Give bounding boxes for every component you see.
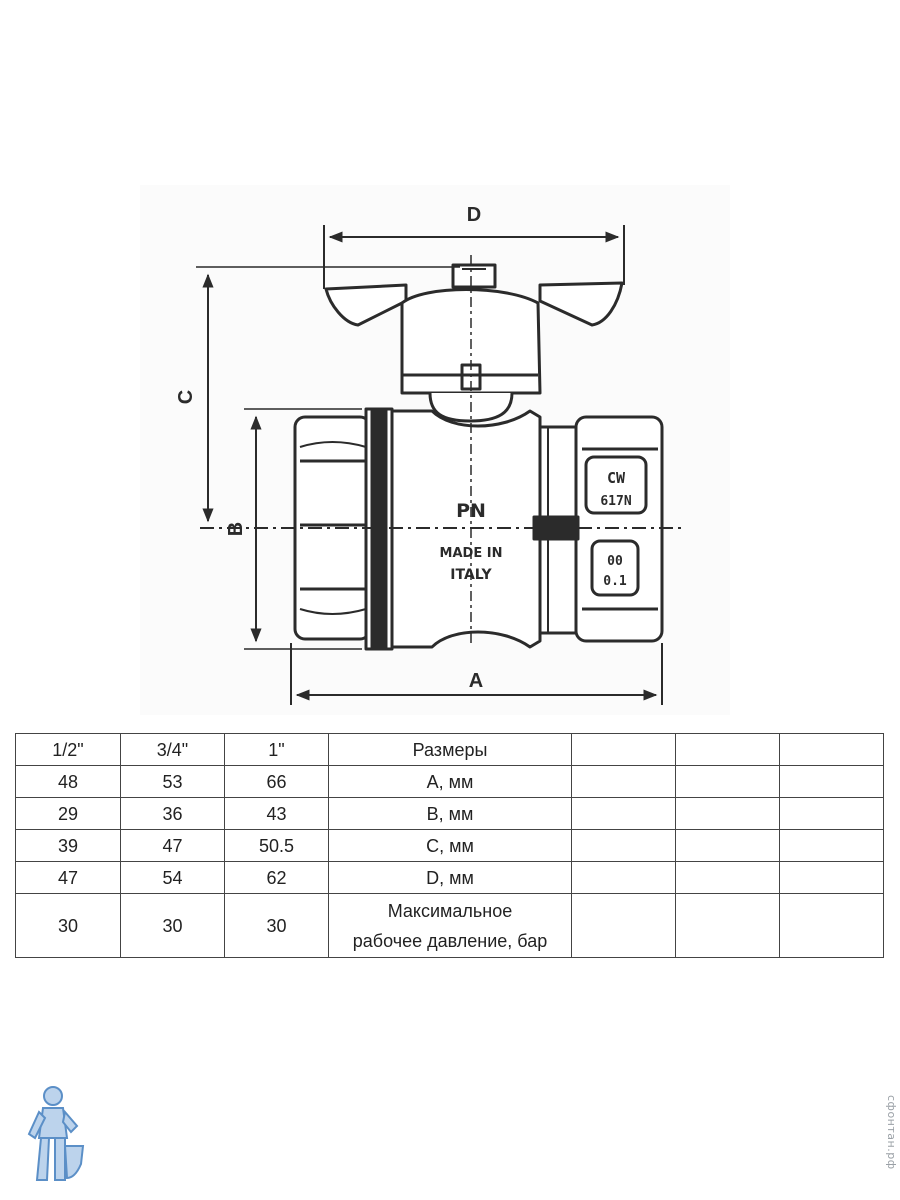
nut-mark-code2: 0.1 bbox=[603, 574, 627, 589]
table-row bbox=[16, 830, 884, 862]
empty-cell bbox=[780, 894, 884, 958]
empty-cell bbox=[572, 894, 676, 958]
nut-mark-grade: 617N bbox=[600, 494, 632, 509]
table-cell: 62 bbox=[225, 862, 329, 894]
table-row bbox=[16, 862, 884, 894]
row-label-line: Максимальное bbox=[387, 900, 513, 921]
table-cell: 36 bbox=[121, 798, 225, 830]
table-cell: 54 bbox=[121, 862, 225, 894]
table-cell: 30 bbox=[121, 894, 225, 958]
table-header-row bbox=[16, 734, 884, 766]
empty-cell bbox=[572, 798, 676, 830]
empty-cell bbox=[676, 862, 780, 894]
table-cell: 66 bbox=[225, 766, 329, 798]
row-label: A, мм bbox=[329, 766, 572, 798]
empty-cell bbox=[780, 734, 884, 766]
table-row bbox=[16, 894, 884, 958]
dimension-d-label: D bbox=[466, 204, 482, 226]
header-cell: 3/4" bbox=[121, 734, 225, 766]
empty-cell bbox=[572, 766, 676, 798]
table-row bbox=[16, 798, 884, 830]
empty-cell bbox=[676, 734, 780, 766]
table-cell: 53 bbox=[121, 766, 225, 798]
empty-cell bbox=[780, 862, 884, 894]
watermark: сфонтан.рф bbox=[885, 1095, 898, 1170]
table-cell: 43 bbox=[225, 798, 329, 830]
empty-cell bbox=[676, 766, 780, 798]
plumber-mascot-logo bbox=[25, 1082, 85, 1190]
empty-cell bbox=[676, 798, 780, 830]
empty-cell bbox=[572, 862, 676, 894]
table-cell: 47 bbox=[16, 862, 121, 894]
row-label: C, мм bbox=[329, 830, 572, 862]
row-label-line: рабочее давление, бар bbox=[352, 930, 548, 951]
table-cell: 50.5 bbox=[225, 830, 329, 862]
empty-cell bbox=[572, 734, 676, 766]
table-cell: 47 bbox=[121, 830, 225, 862]
table-cell: 30 bbox=[16, 894, 121, 958]
valve-drawing bbox=[140, 185, 730, 715]
empty-cell bbox=[780, 830, 884, 862]
nut-mark-code1: 00 bbox=[607, 554, 623, 569]
empty-cell bbox=[780, 798, 884, 830]
row-label: D, мм bbox=[329, 862, 572, 894]
dimension-a-label: A bbox=[468, 670, 484, 692]
empty-cell bbox=[780, 766, 884, 798]
body-mark-made-in: MADE IN bbox=[439, 546, 503, 561]
left-nut bbox=[295, 417, 370, 639]
row-label-pressure bbox=[329, 894, 572, 958]
dimension-b-label: B bbox=[225, 521, 247, 537]
body-mark-pn: PN bbox=[456, 500, 486, 522]
table-cell: 39 bbox=[16, 830, 121, 862]
dimensions-table bbox=[15, 733, 884, 958]
empty-cell bbox=[572, 830, 676, 862]
header-cell: 1/2" bbox=[16, 734, 121, 766]
row-label: B, мм bbox=[329, 798, 572, 830]
table-cell: 48 bbox=[16, 766, 121, 798]
table-cell: 30 bbox=[225, 894, 329, 958]
empty-cell bbox=[676, 894, 780, 958]
body-mark-country: ITALY bbox=[450, 567, 492, 583]
table-row bbox=[16, 766, 884, 798]
dimension-c-label: C bbox=[175, 389, 197, 405]
header-cell: 1" bbox=[225, 734, 329, 766]
nut-mark-cw: CW bbox=[606, 469, 626, 487]
table-cell: 29 bbox=[16, 798, 121, 830]
empty-cell bbox=[676, 830, 780, 862]
header-cell: Размеры bbox=[329, 734, 572, 766]
